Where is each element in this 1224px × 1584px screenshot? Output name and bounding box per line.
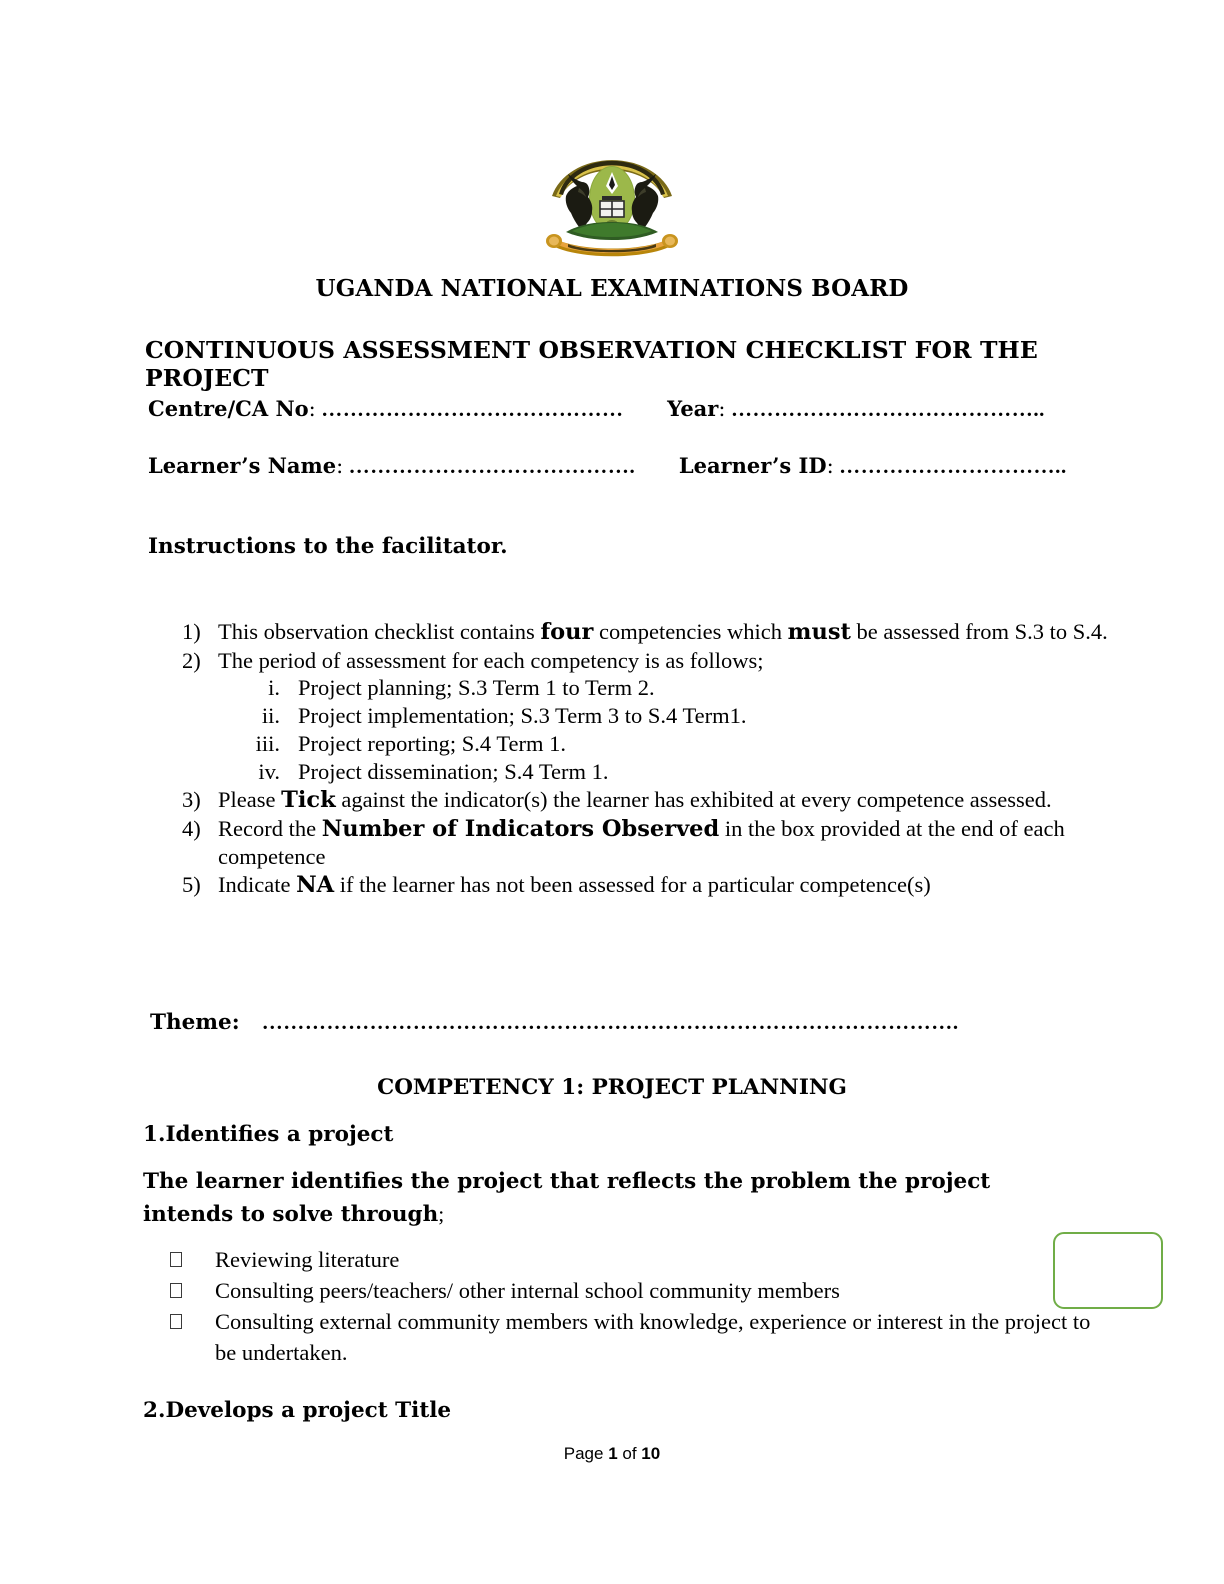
instruction-item bbox=[182, 647, 1142, 675]
instruction-subitem-text: Project dissemination; S.4 Term 1. bbox=[298, 759, 609, 784]
instruction-sublist bbox=[224, 674, 1142, 786]
indicator-label: Reviewing literature bbox=[215, 1247, 400, 1272]
theme-row bbox=[150, 1009, 959, 1035]
instruction-subitem-number: ii. bbox=[261, 703, 280, 728]
competency-item-1-heading: 1.Identifies a project bbox=[143, 1122, 394, 1147]
learner-name-label: Learner’s Name bbox=[148, 453, 337, 478]
competency-title: COMPETENCY 1: PROJECT PLANNING bbox=[377, 1075, 847, 1100]
instruction-text: Record the Number of Indicators Observed in the box provided at the end of each competence bbox=[218, 815, 1065, 869]
indicator-row[interactable] bbox=[170, 1306, 1100, 1368]
theme-label: Theme: bbox=[150, 1010, 240, 1035]
indicator-label: Consulting external community members with knowledge, experience or interest in the project to be undertaken. bbox=[215, 1309, 1091, 1365]
instruction-item bbox=[182, 618, 1142, 647]
indicator-row[interactable] bbox=[170, 1244, 1100, 1275]
instruction-emphasis: four bbox=[540, 619, 594, 645]
footer-total-pages: 10 bbox=[641, 1444, 661, 1463]
competency-lead-bold: The learner identifies the project that reflects the problem the project intends to solve through bbox=[143, 1169, 991, 1227]
instruction-emphasis: NA bbox=[296, 871, 335, 898]
instruction-text: This observation checklist contains four competencies which must be assessed from S.3 to S.4. bbox=[218, 619, 1108, 645]
instruction-subitem bbox=[224, 730, 1142, 758]
instruction-number: 2) bbox=[182, 647, 201, 673]
instruction-subitem-number: iv. bbox=[258, 759, 280, 784]
centre-no-colon: : bbox=[308, 397, 316, 421]
instruction-emphasis: Tick bbox=[281, 787, 336, 813]
coat-of-arms-icon bbox=[532, 144, 692, 259]
instruction-text: The period of assessment for each competency is as follows; bbox=[218, 647, 764, 673]
learner-name-input[interactable]: …………………………………. bbox=[348, 454, 636, 478]
checkbox-icon[interactable] bbox=[170, 1314, 182, 1329]
instruction-subitem-number: i. bbox=[268, 675, 280, 700]
checkbox-icon[interactable] bbox=[170, 1283, 182, 1298]
instruction-item bbox=[182, 786, 1142, 815]
indicator-checkbox-list bbox=[170, 1244, 1100, 1368]
instruction-subitem-text: Project implementation; S.3 Term 3 to S.4 Term1. bbox=[298, 703, 747, 728]
indicator-row[interactable] bbox=[170, 1275, 1100, 1306]
document-title: CONTINUOUS ASSESSMENT OBSERVATION CHECKLIST FOR THE PROJECT bbox=[145, 336, 1038, 392]
year-input[interactable]: …………………………………….. bbox=[730, 397, 1046, 421]
instruction-subitem-text: Project reporting; S.4 Term 1. bbox=[298, 731, 566, 756]
competency-lead-text bbox=[143, 1166, 1053, 1231]
indicator-label: Consulting peers/teachers/ other internal school community members bbox=[215, 1278, 840, 1303]
instruction-emphasis: Number of Indicators Observed bbox=[321, 815, 720, 842]
learner-id-input[interactable]: ………………………….. bbox=[839, 454, 1067, 478]
page-footer bbox=[0, 1444, 1224, 1464]
learner-id-label: Learner’s ID bbox=[678, 453, 827, 478]
instructions-heading: Instructions to the facilitator. bbox=[148, 534, 508, 559]
footer-current-page: 1 bbox=[608, 1444, 618, 1463]
instruction-subitem bbox=[224, 702, 1142, 730]
centre-no-input[interactable]: …………………………………… bbox=[321, 397, 624, 421]
instruction-item bbox=[182, 815, 1142, 871]
year-colon: : bbox=[718, 397, 726, 421]
indicators-observed-score-box[interactable] bbox=[1053, 1232, 1163, 1309]
instruction-subitem bbox=[224, 674, 1142, 702]
instruction-number: 3) bbox=[182, 787, 201, 812]
footer-middle: of bbox=[617, 1444, 642, 1463]
form-row-centre-year bbox=[148, 396, 1148, 422]
instruction-item bbox=[182, 871, 1142, 900]
instruction-number: 1) bbox=[182, 619, 201, 644]
year-label: Year bbox=[667, 396, 719, 421]
instructions-list bbox=[182, 618, 1142, 899]
instruction-emphasis: must bbox=[787, 619, 851, 645]
competency-lead-semicolon: ; bbox=[438, 1202, 445, 1226]
learner-id-colon: : bbox=[826, 454, 834, 478]
instruction-text: Indicate NA if the learner has not been assessed for a particular competence(s) bbox=[218, 871, 931, 898]
theme-input[interactable]: ……………………………………………………………………………………. bbox=[261, 1010, 959, 1034]
footer-prefix: Page bbox=[563, 1444, 609, 1463]
instruction-subitem-text: Project planning; S.3 Term 1 to Term 2. bbox=[298, 675, 655, 700]
instruction-subitem-number: iii. bbox=[255, 731, 280, 756]
checkbox-icon[interactable] bbox=[170, 1252, 182, 1267]
instruction-number: 5) bbox=[182, 871, 201, 897]
instruction-text: Please Tick against the indicator(s) the learner has exhibited at every competence assessed. bbox=[218, 787, 1052, 813]
learner-name-colon: : bbox=[336, 454, 344, 478]
organisation-title: UGANDA NATIONAL EXAMINATIONS BOARD bbox=[315, 275, 909, 302]
instruction-subitem bbox=[224, 758, 1142, 786]
competency-item-2-heading: 2.Develops a project Title bbox=[143, 1398, 452, 1423]
uganda-coat-of-arms-logo bbox=[0, 144, 1224, 264]
form-row-learner bbox=[148, 453, 1148, 479]
instruction-number: 4) bbox=[182, 815, 201, 841]
centre-no-label: Centre/CA No bbox=[148, 396, 309, 421]
